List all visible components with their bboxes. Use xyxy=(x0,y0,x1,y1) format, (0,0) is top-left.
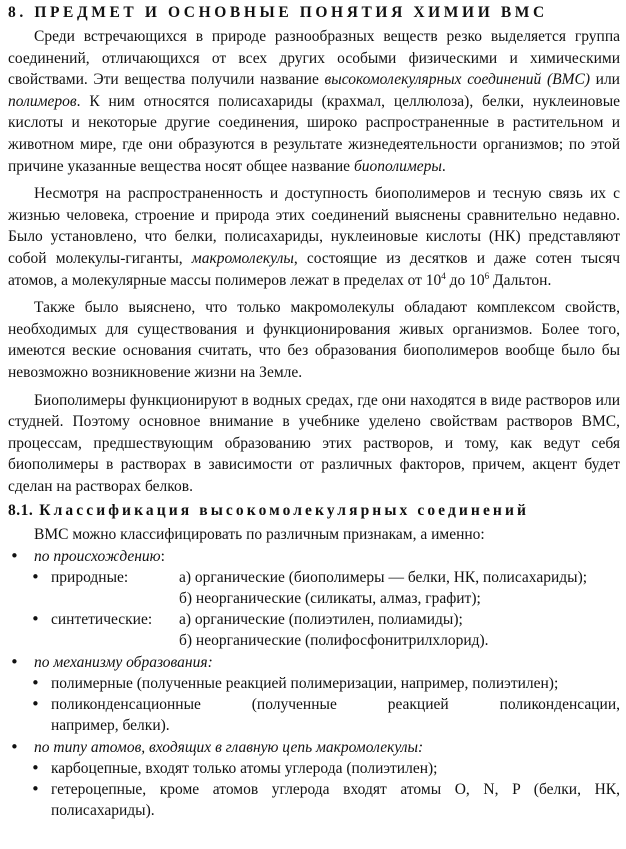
origin-colon: : xyxy=(160,547,165,565)
p2-text-e: Дальтон. xyxy=(489,271,552,289)
term-biopolymers: биополимеры xyxy=(353,157,442,175)
p1-text-a: Среди встречающихся в природе разнообразных веществ резко выделяется группа соединений, отличающихся от всех других особыми физическими и химическими свойствами. Эти вещества получили название xyxy=(8,28,620,89)
p2-text-a: Несмотря на распространенность и доступность биополимеров и тесную связь их с жизнью человека, строение и природа этих соединений выяснены сравнительно недавно. Было установлено, что белки, полисахариды, нуклеиновые кислоты (НК) представляют собой молекулы-гиганты, xyxy=(8,185,620,267)
list-item-chain xyxy=(8,737,620,758)
mechanism-item-polymerization: • полимерные (полученные реакцией полимеризации, например, полиэтилен); xyxy=(8,673,620,694)
section-heading xyxy=(8,2,620,23)
natural-label: • природные: xyxy=(51,568,129,586)
polycondensation-line-1: • поликонденсационные (полученные реакцией поликонденсации, xyxy=(51,696,620,714)
chain-item-heterochain: • гетероцепные, кроме атомов углерода входят атомы O, N, P (белки, НК, полисахариды). xyxy=(8,779,620,821)
synthetic-label: • синтетические: xyxy=(51,611,153,629)
paragraph-1 xyxy=(8,26,620,177)
document-page xyxy=(8,2,620,821)
list-item-natural xyxy=(8,567,620,588)
mechanism-item-polycondensation xyxy=(8,694,620,736)
paragraph-3: Также было выяснено, что только макромолекулы обладают комплексом свойств, необходимых для существования и функционирования живых организмов. Более того, имеются веские основания считать, что без образования биополимеров вообще было бы невозможно возникновение жизни на Земле. xyxy=(8,299,620,381)
origin-label: по происхождению xyxy=(34,547,161,565)
p2-text-c: , состоящие из десятков и даже сотен тысяч атомов, а молекулярные массы полимеров лежат в пределах от 10 xyxy=(8,249,620,289)
natural-organic: а) органические (биополимеры — белки, НК, полисахариды); xyxy=(179,568,588,586)
polycondensation-line-2: например, белки). xyxy=(51,717,170,735)
subsection-title: Классификация высокомолекулярных соединений xyxy=(39,502,530,520)
natural-inorganic: б) неорганические (силикаты, алмаз, графит); xyxy=(179,590,481,608)
paragraph-4: Биополимеры функционируют в водных средах, где они находятся в виде растворов или студней. Поэтому основное внимание в учебнике уделено свойствам растворов ВМС, процессам, предшествующим образованию этих растворов, и тому, как ведут себя биополимеры в растворах в зависимости от различных факторов, причем, акцент будет сделан на растворах белков. xyxy=(8,391,620,495)
list-item-mechanism xyxy=(8,652,620,673)
list-item-origin xyxy=(8,546,620,567)
subsection-heading xyxy=(8,500,620,522)
mechanism-label: по механизму образования: xyxy=(34,653,213,671)
list-item-synthetic xyxy=(8,609,620,630)
classification-list xyxy=(8,524,620,821)
section-number: 8. xyxy=(8,4,27,21)
term-macromolecules: макромолекулы xyxy=(191,249,294,267)
p2-text-d: до 10 xyxy=(445,271,485,289)
paragraph-2 xyxy=(8,183,620,291)
section-title: ПРЕДМЕТ И ОСНОВНЫЕ ПОНЯТИЯ ХИМИИ ВМС xyxy=(34,4,548,21)
chain-label: по типу атомов, входящих в главную цепь макромолекулы: xyxy=(34,738,424,756)
exponent-4: 4 xyxy=(441,270,446,281)
p1-text-c: или xyxy=(590,71,620,89)
p1-text-e: . К ним относятся полисахариды (крахмал, целлюлоза), белки, нуклеиновые кислоты и некоторые другие соединения, широко распространенные в растительном и животном мире, где они образуются в результате жизнедеятельности организмов; по этой причине указанные вещества носят общее название xyxy=(8,92,620,175)
subsection-number: 8.1. xyxy=(8,502,34,520)
term-vms: высокомолекулярных соединений (ВМС) xyxy=(324,71,590,89)
term-polymers: полимеров xyxy=(8,92,77,110)
classification-intro: ВМС можно классифицировать по различным признакам, а именно: xyxy=(34,526,485,544)
synthetic-organic: а) органические (полиэтилен, полиамиды); xyxy=(179,611,463,629)
p1-text-g: . xyxy=(441,157,446,175)
exponent-6: 6 xyxy=(484,270,490,281)
chain-item-carbochain: • карбоцепные, входят только атомы углерода (полиэтилен); xyxy=(8,758,620,779)
synthetic-inorganic: б) неорганические (полифосфонитрилхлорид). xyxy=(179,632,489,650)
